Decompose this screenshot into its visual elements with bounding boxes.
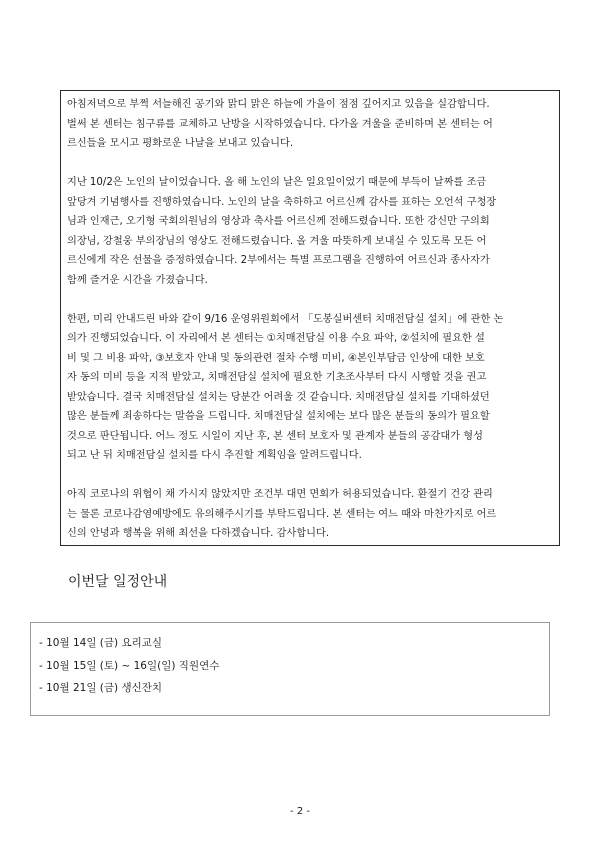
text-line: 받았습니다. 결국 치매전담실 설치는 당분간 어려울 것 같습니다. 치매전담실 설치를 기대하셨던 (67, 391, 490, 403)
schedule-item: - 10월 15일 (토) ~ 16일(일) 직원연수 (39, 659, 220, 672)
schedule-item: - 10월 21일 (금) 생신잔치 (39, 682, 163, 694)
text-line: 많은 분들께 죄송하다는 말씀을 드립니다. 치매전담실 설치에는 보다 많은 분들의 동의가 필요할 (67, 411, 490, 422)
text-line: 신의 안녕과 행복을 위해 최선을 다하겠습니다. 감사합니다. (67, 528, 330, 539)
text-line: 의가 진행되었습니다. 이 자리에서 본 센터는 ①치매전담실 이용 수요 파악, ②설치에 필요한 설 (67, 333, 485, 344)
text-line: 르신들을 모시고 평화로운 나날을 보내고 있습니다. (67, 138, 294, 149)
schedule-list (39, 632, 549, 700)
schedule-box (30, 622, 550, 716)
paragraph-dementia-unit (67, 310, 553, 466)
text-line: 되고 난 뒤 치매전담실 설치를 다시 추진할 계획임을 알려드립니다. (67, 450, 362, 461)
paragraph-seniors-day (67, 173, 553, 290)
text-line: 한편, 미리 안내드린 바와 같이 9/16 운영위원회에서 「도봉실버센터 치매전담실 설치」에 관한 논 (67, 313, 504, 325)
text-line: 것으로 판단됩니다. 어느 정도 시일이 지난 후, 본 센터 보호자 및 관계자 분들의 공감대가 형성 (67, 430, 483, 442)
text-line: 앞당겨 기념행사를 진행하였습니다. 노인의 날을 축하하고 어르신께 감사를 표하는 오언석 구청장 (67, 196, 497, 208)
text-line: 자 동의 미비 등을 지적 받았고, 치매전담실 설치에 필요한 기초조사부터 다시 시행할 것을 권고 (67, 372, 487, 383)
text-line: 아직 코로나의 위협이 채 가시지 않았지만 조건부 대면 면회가 허용되었습니다. 환절기 건강 관리 (67, 489, 493, 500)
text-line: 의장님, 강철웅 부의장님의 영상도 전해드렸습니다. 올 겨울 따뜻하게 보내실 수 있도록 모든 어 (67, 235, 487, 247)
text-line: 르신에게 작은 선물을 증정하였습니다. 2부에서는 특별 프로그램을 진행하여 어르신과 종사자가 (67, 255, 490, 266)
text-line: 지난 10/2은 노인의 날이었습니다. 올 해 노인의 날은 일요일이었기 때문에 부득이 날짜를 조금 (67, 177, 487, 188)
text-line: 아침저녁으로 부쩍 서늘해진 공기와 맑디 맑은 하늘에 가을이 점점 깊어지고 있음을 실감합니다. (67, 99, 490, 110)
schedule-item: - 10월 14일 (금) 요리교실 (39, 637, 163, 649)
page-number: - 2 - (290, 806, 310, 817)
paragraph-closing (67, 485, 553, 544)
schedule-title: 이번달 일정안내 (68, 574, 168, 590)
text-line: 님과 인재근, 오기형 국회의원님의 영상과 축사를 어르신께 전해드렸습니다. 또한 강신만 구의회 (67, 216, 490, 227)
text-line: 벌써 본 센터는 침구류를 교체하고 난방을 시작하였습니다. 다가올 겨울을 준비하며 본 센터는 어 (67, 118, 493, 130)
text-line: 는 물론 코로나감염예방에도 유의해주시기를 부탁드립니다. 본 센터는 여느 때와 마찬가지로 어르 (67, 508, 497, 520)
paragraph-greeting (67, 95, 553, 154)
letter-box (60, 90, 560, 546)
text-line: 함께 즐거운 시간을 가졌습니다. (67, 274, 208, 286)
text-line: 비 및 그 비용 파악, ③보호자 안내 및 동의관련 절차 수행 미비, ④본인부담금 인상에 대한 보호 (67, 352, 485, 364)
